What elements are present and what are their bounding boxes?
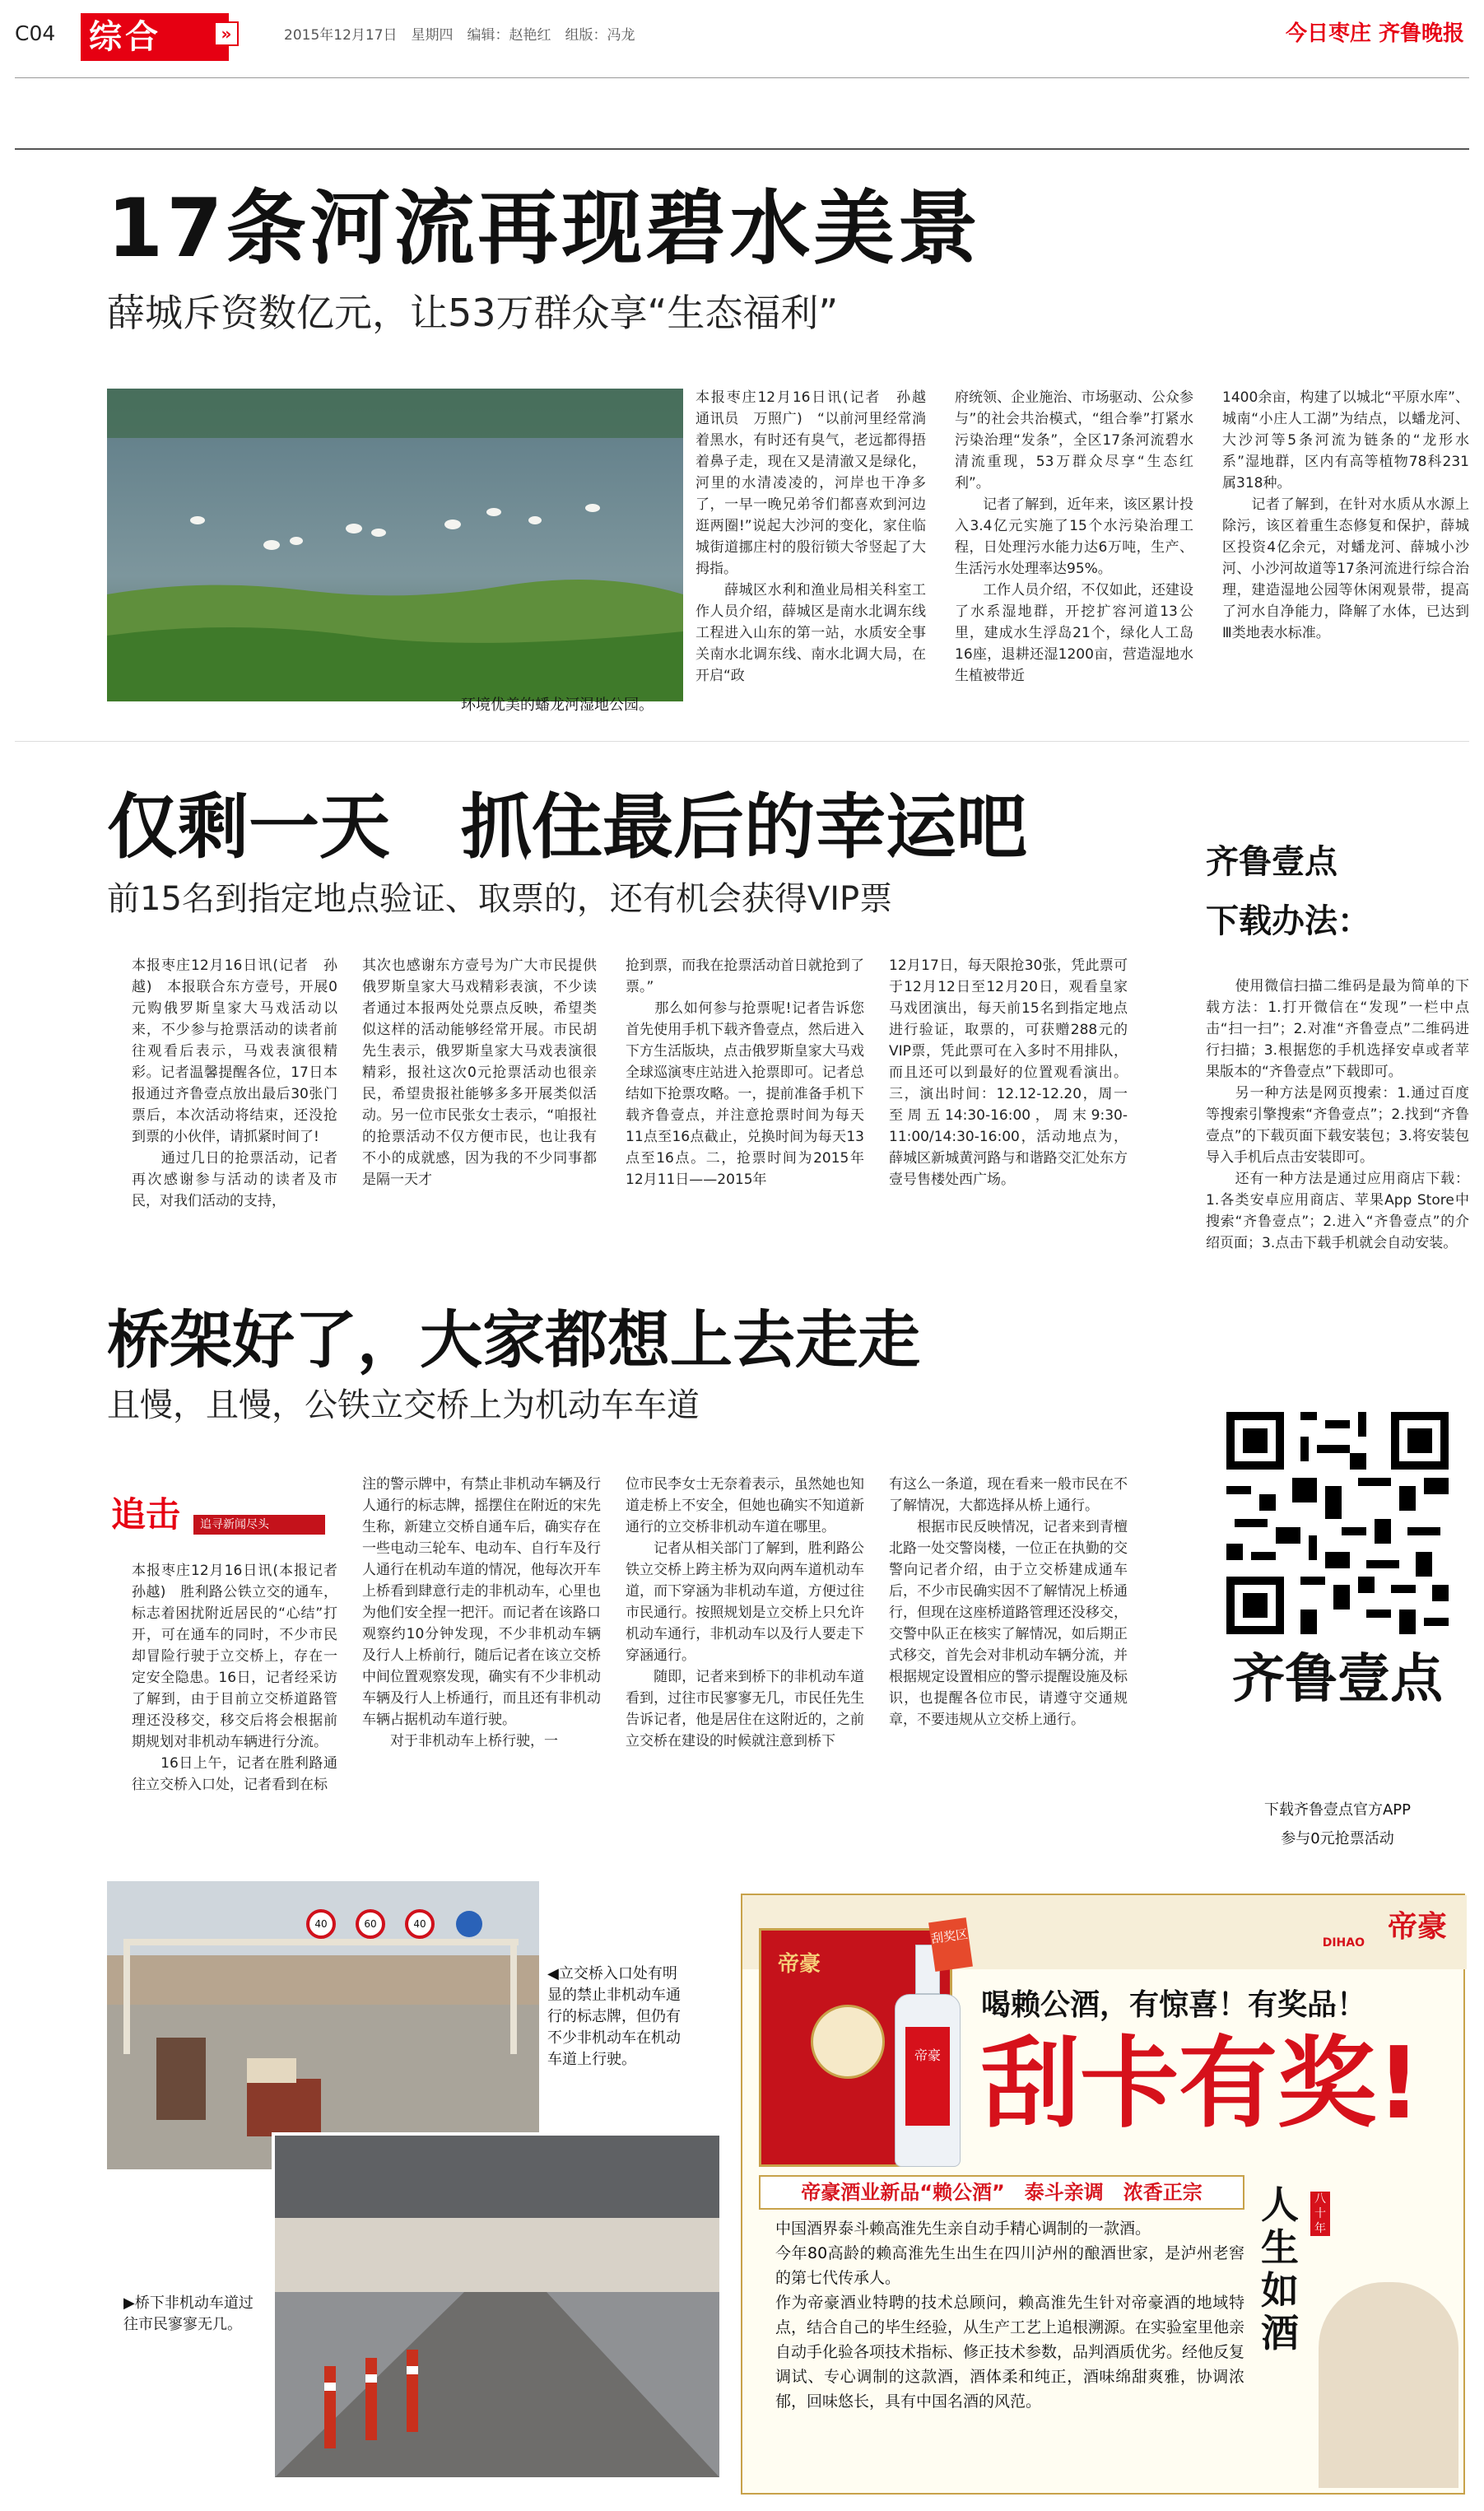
liquor-ad[interactable] bbox=[741, 1894, 1465, 2495]
divider bbox=[15, 741, 1469, 742]
ad-product-headline: 帝豪酒业新品“赖公酒” 泰斗亲调 浓香正宗 bbox=[759, 2175, 1244, 2210]
issue-meta: 2015年12月17日 星期四 编辑：赵艳红 组版：冯龙 bbox=[284, 27, 635, 44]
ad-scratch-tag: 刮奖区 bbox=[928, 1917, 973, 1972]
ad-calligraphy: 人生如酒 bbox=[1261, 2183, 1299, 2355]
speed-sign-1: 40 bbox=[314, 1918, 328, 1930]
header-rule-top bbox=[15, 77, 1469, 78]
wetland-photo bbox=[107, 389, 683, 701]
sidebar-title-1: 齐鲁壹点 bbox=[1206, 843, 1337, 881]
article3-column-2: 注的警示牌中，有禁止非机动车辆及行人通行的标志牌，摇摆住在附近的宋先生称，新建立交桥自通车后，确实存在一些电动三轮车、电动车、自行车及行人通行在机动车道的情况，他每次开车上桥看到肆意行走的非机动车，心里也为他们安全捏一把汗。而记者在该路口观察约10分钟发现，不少非机动车辆及行人上桥前行，随后记者在该立交桥中间位置观察发现，确实有不少非机动车辆及行人上桥通行，而且还有非机动车辆占据机动车道行驶。 对于非机动车上桥行驶，一 bbox=[362, 1476, 601, 1749]
photo1-caption: ◀立交桥入口处有明显的禁止非机动车通行的标志牌，但仍有不少非机动车在机动车道上行驶。 bbox=[547, 1965, 681, 2068]
chevron-right-icon: » bbox=[214, 21, 239, 46]
article2-column-2: 其次也感谢东方壹号为广大市民提供俄罗斯皇家大马戏精彩表演，不少读者通过本报两处兑票点反映，希望类似这样的活动能够经常开展。市民胡先生表示，俄罗斯皇家大马戏表演很精彩，报社这次0元抢票活动也很亲民，希望贵报社能够多多开展类似活动。另一位市民张女士表示，“咱报社的抢票活动不仅方便市民，也让我有不小的成就感，因为我的不少同事都是隔一天才 bbox=[362, 957, 597, 1188]
portrait-icon bbox=[811, 2005, 885, 2079]
article3-column-1: 本报枣庄12月16日讯(本报记者 孙越) 胜利路公铁立交的通车，标志着困扰附近居民的“心结”打开，可在通车的同时，不少市民却冒险行驶于立交桥上，存在一定安全隐患。16日，记者经采访了解到，由于目前立交桥道路管理还没移交，移交后将会根据前期规划对非机动车辆进行分流。 16日上午，记者在胜利路通往立交桥入口处，记者看到在标 bbox=[132, 1563, 337, 1793]
article2-column-1: 本报枣庄12月16日讯(记者 孙越) 本报联合东方壹号，开展0元购俄罗斯皇家大马戏活动以来，不少参与抢票活动的读者前往观看后表示，马戏表演很精彩。记者温馨提醒各位，17日本报通过齐鲁壹点放出最后30张门票后，本次活动将结束，还没抢到票的小伙伴，请抓紧时间了! 通过几日的抢票活动，记者再次感谢参与活动的读者及市民，对我们活动的支持， bbox=[132, 957, 337, 1209]
page-number: C04 bbox=[15, 21, 56, 45]
ad-seal: 八十年 bbox=[1310, 2192, 1330, 2236]
article3-title: 桥架好了，大家都想上去走走 bbox=[107, 1303, 920, 1377]
qr-app-logo: 齐鲁壹点 bbox=[1232, 1649, 1443, 1710]
zhuiji-badge bbox=[111, 1490, 350, 1548]
zhuiji-badge-sub: 追寻新闻尽头 bbox=[193, 1515, 325, 1535]
sidebar-title-2: 下载办法： bbox=[1206, 902, 1370, 940]
speed-sign-2: 60 bbox=[364, 1918, 377, 1930]
ad-brand: 帝豪 bbox=[1387, 1910, 1447, 1944]
article1-column-1: 本报枣庄12月16日讯(记者 孙越 通讯员 万照广) “以前河里经常淌着黑水，有时还有臭气，老远都得捂着鼻子走，现在又是清澈又是绿化，河里的水清凌凌的，河岸也干净多了，一早一晚兄弟爷们都喜欢到河边逛两圈!”说起大沙河的变化，家住临城街道挪庄村的殷衍锁大爷竖起了大拇指。 薛城区水利和渔业局相关科室工作人员介绍，薛城区是南水北调东线工程进入山东的第一站，水质安全事关南水北调东线、南水北调大局，在开启“政 bbox=[695, 389, 926, 684]
ad-scratch-headline: 刮卡有奖! bbox=[981, 2027, 1421, 2141]
article1-column-3: 1400余亩，构建了以城北“平原水库”、城南“小庄人工湖”为结点，以蟠龙河、大沙河等5条河流为链条的“龙形水系”湿地群，区内有高等植物78科231属318种。 记者了解到，在针对水质从水源上除污，该区着重生态修复和保护，薛城区投资4亿余元，对蟠龙河、薛城小沙河、小沙河故道等17条河流进行综合治理，建造湿地公园等休闲观景带，提高了河水自净能力，降解了水体，已达到Ⅲ类地表水标准。 bbox=[1222, 389, 1469, 641]
ad-brand-en: DIHAO bbox=[1322, 1936, 1365, 1950]
article1-subtitle: 薛城斥资数亿元，让53万群众享“生态福利” bbox=[107, 291, 839, 335]
ad-bottle bbox=[891, 1945, 965, 2175]
article1-column-2: 府统领、企业施治、市场驱动、公众参与”的社会共治模式，“组合拳”打紧水污染治理“发条”，全区17条河流碧水清流重现，53万群众尽享“生态红利”。 记者了解到，近年来，该区累计投入3.4亿元实施了15个水污染治理工程，日处理污水能力达6万吨，生产、生活污水处理率达95%。 工作人员介绍，不仅如此，还建设了水系湿地群，开挖扩容河道13公里，建成水生浮岛21个，绿化人工岛16座，退耕还湿1200亩，营造湿地水生植被带近 bbox=[955, 389, 1193, 684]
zhuiji-badge-title: 追击 bbox=[111, 1494, 181, 1535]
ad-body: 中国酒界泰斗赖高淮先生亲自动手精心调制的一款酒。 今年80高龄的赖高淮先生出生在四川泸州的酿酒世家，是泸州老窖的第七代传承人。 作为帝豪酒业特聘的技术总顾问，赖高淮先生针对帝豪酒的地域特点，结合自己的毕生经验，从生产工艺上追根溯源。在实验室里他亲自动手化验各项技术指标、修正技术参数，品判酒质优劣。经他反复调试、专心调制的这款酒，酒体柔和纯正，酒味绵甜爽雅，协调浓郁，回味悠长，具有中国名酒的风范。 bbox=[775, 2220, 1245, 2411]
qr-code[interactable] bbox=[1218, 1404, 1457, 1642]
ad-slogan: 喝赖公酒，有惊喜！有奖品！ bbox=[981, 1988, 1367, 2022]
sidebar-caption-1: 下载齐鲁壹点官方APP bbox=[1263, 1801, 1412, 1819]
article3-subtitle: 且慢，且慢，公铁立交桥上为机动车车道 bbox=[107, 1386, 700, 1424]
underpass-photo bbox=[272, 2132, 716, 2474]
sidebar-body: 使用微信扫描二维码是最为简单的下载方法：1.打开微信在“发现”一栏中点击“扫一扫”；2.对准“齐鲁壹点”二维码进行扫描；3.根据您的手机选择安卓或者苹果版本的“齐鲁壹点”下载即可。 另一种方法是网页搜索：1.通过百度等搜索引擎搜索“齐鲁壹点”；2.找到“齐鲁壹点”的下载页面下载安装包；3.将安装包导入手机后点击安装即可。 还有一种方法是通过应用商店下载：1.各类安卓应用商店、苹果App Store中搜索“齐鲁壹点”；2.进入“齐鲁壹点”的介绍页面；3.点击下载手机就会自动安装。 bbox=[1206, 978, 1469, 1251]
article1-photo-caption: 环境优美的蟠龙河湿地公园。 bbox=[461, 696, 654, 714]
article3-column-4: 有这么一条道，现在看来一般市民在不了解情况，大都选择从桥上通行。 根据市民反映情况，记者来到青檀北路一处交警岗楼，一位正在执勤的交警向记者介绍，由于立交桥建成通车后，不少市民确实因不了解情况上桥通行，但现在这座桥道路管理还没移交，交警中队正在核实了解情况，如后期正式移交，首先会对非机动车辆分流，并根据规定设置相应的警示提醒设施及标识，也提醒各位市民，请遵守交通规章，不要违规从立交桥上通行。 bbox=[889, 1476, 1128, 1728]
section-name: 综合 bbox=[89, 18, 161, 56]
speed-sign-3: 40 bbox=[413, 1918, 426, 1930]
article2-subtitle: 前15名到指定地点验证、取票的，还有机会获得VIP票 bbox=[107, 880, 893, 918]
interchange-entrance-photo bbox=[107, 1881, 539, 2169]
article1-title: 17条河流再现碧水美景 bbox=[107, 182, 982, 276]
article2-title: 仅剩一天 抓住最后的幸运吧 bbox=[107, 786, 1027, 869]
ad-box-label: 帝豪 bbox=[778, 1952, 821, 1977]
header-rule bbox=[15, 148, 1469, 150]
article3-column-3: 位市民李女士无奈着表示，虽然她也知道走桥上不安全，但她也确实不知道新通行的立交桥非机动车道在哪里。 记者从相关部门了解到，胜利路公铁立交桥上跨主桥为双向两车道机动车道，而下穿涵为非机动车道，方便过往市民通行。按照规划是立交桥上只允许机动车通行，非机动车以及行人要走下穿涵通行。 随即，记者来到桥下的非机动车道看到，过往市民寥寥无几，市民任先生告诉记者，他是居住在这附近的，之前立交桥在建设的时候就注意到桥下 bbox=[626, 1476, 864, 1749]
ad-bottle-label: 帝豪 bbox=[905, 2027, 950, 2126]
sidebar-caption-2: 参与0元抢票活动 bbox=[1281, 1830, 1394, 1847]
article2-column-4: 12月17日，每天限抢30张，凭此票可于12月12日至12月20日，观看皇家马戏团演出，每天前15名到指定地点进行验证，取票的，可获赠288元的VIP票，凭此票可在入多时不用排队，而且还可以到最好的位置观看演出。三，演出时间：12.12-12.20，周一至周五14:30-16:00，周末9:30-11:00/14:30-16:00，活动地点为，薛城区新城黄河路与和谐路交汇处东方壹号售楼处西广场。 bbox=[889, 957, 1128, 1188]
photo2-caption: ▶桥下非机动车道过往市民寥寥无几。 bbox=[123, 2294, 254, 2333]
newspaper-logo: 今日枣庄 齐鲁晚报 bbox=[1285, 21, 1464, 46]
section-label bbox=[81, 13, 229, 61]
ad-master-portrait bbox=[1319, 2282, 1458, 2488]
article2-column-3: 抢到票，而我在抢票活动首日就抢到了票。” 那么如何参与抢票呢!记者告诉您首先使用手机下载齐鲁壹点，然后进入下方生活版块，点击俄罗斯皇家大马戏全球巡演枣庄站进入抢票即可。记者总结如下抢票攻略。一，提前准备手机下载齐鲁壹点，并注意抢票时间为每天11点至16点截止，兑换时间为每天13点至16点。二，抢票时间为2015年12月11日——2015年 bbox=[626, 957, 864, 1188]
